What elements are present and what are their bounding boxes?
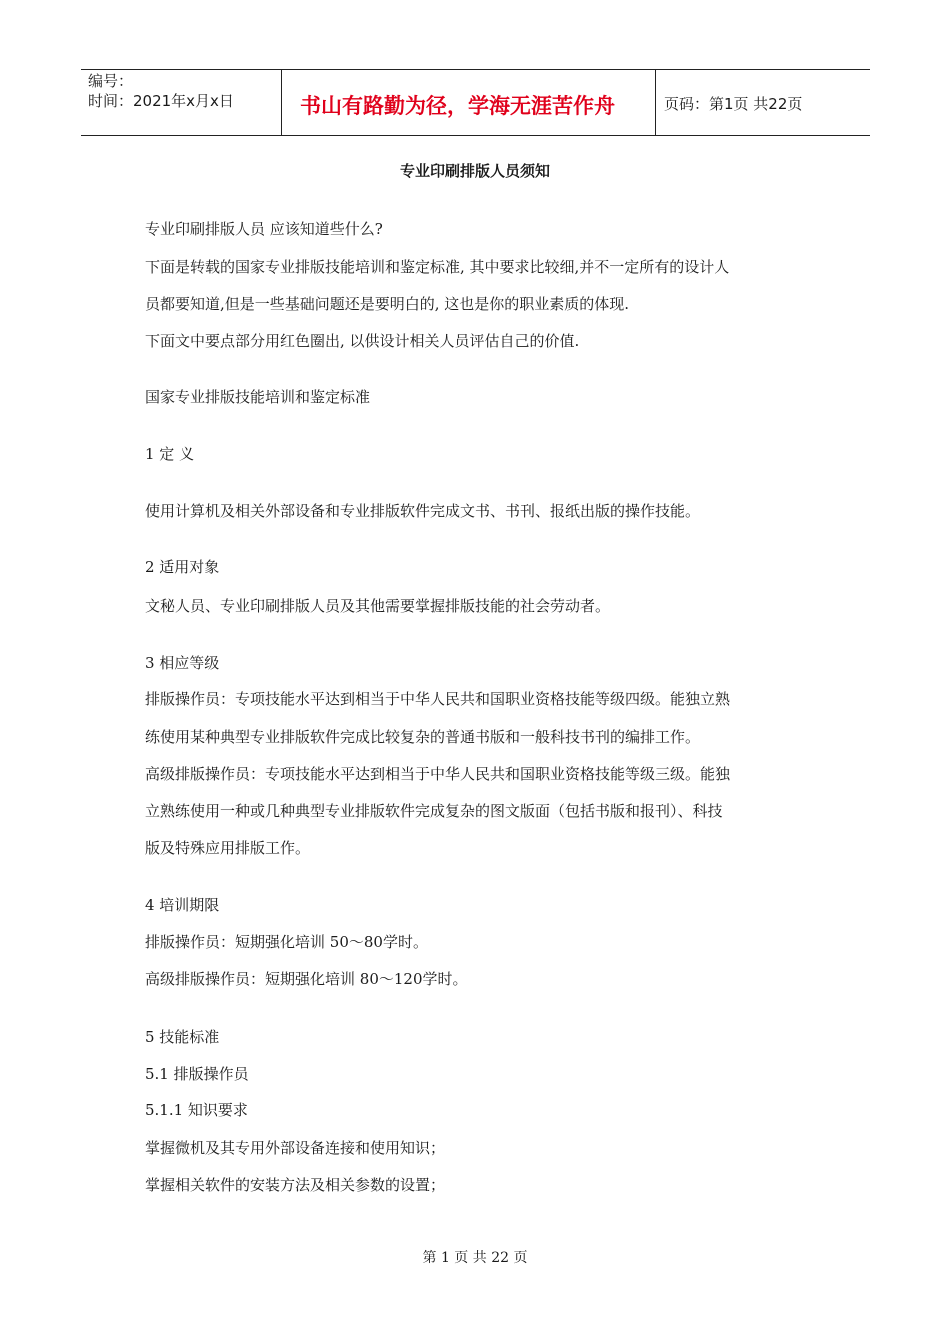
header-motto: 书山有路勤为径，学海无涯苦作舟 <box>300 94 615 118</box>
section-heading: 4 培训期限 <box>145 896 220 914</box>
body-line: 立熟练使用一种或几种典型专业排版软件完成复杂的图文版面（包括书版和报刊）、科技 <box>145 802 723 820</box>
section-heading: 国家专业排版技能培训和鉴定标准 <box>145 388 371 406</box>
body-line: 下面文中要点部分用红色圈出, 以供设计相关人员评估自己的价值. <box>145 332 580 350</box>
section-heading: 2 适用对象 <box>145 558 220 576</box>
body-line: 高级排版操作员：专项技能水平达到相当于中华人民共和国职业资格技能等级三级。能独 <box>145 765 731 783</box>
section-heading: 3 相应等级 <box>145 654 220 672</box>
subsection-heading: 5.1 排版操作员 <box>145 1065 249 1083</box>
doc-date-label: 时间：2021年x月x日 <box>88 92 234 110</box>
doc-number-label: 编号： <box>88 72 134 90</box>
body-line: 练使用某种典型专业排版软件完成比较复杂的普通书版和一般科技书刊的编排工作。 <box>145 728 701 746</box>
body-line: 使用计算机及相关外部设备和专业排版软件完成文书、书刊、报纸出版的操作技能。 <box>145 502 701 520</box>
body-line: 排版操作员：短期强化培训 50～80学时。 <box>145 933 428 951</box>
header-bottom-rule <box>81 135 870 136</box>
header-page-label: 页码：第1页 共22页 <box>664 95 803 113</box>
header-top-rule <box>81 69 870 70</box>
section-heading: 5 技能标准 <box>145 1028 220 1046</box>
body-line: 专业印刷排版人员 应该知道些什么? <box>145 220 383 238</box>
body-line: 掌握微机及其专用外部设备连接和使用知识； <box>145 1139 446 1157</box>
body-line: 掌握相关软件的安装方法及相关参数的设置； <box>145 1176 446 1194</box>
page-title: 专业印刷排版人员须知 <box>399 162 550 180</box>
section-heading: 1 定 义 <box>145 445 195 463</box>
body-line: 文秘人员、专业印刷排版人员及其他需要掌握排版技能的社会劳动者。 <box>145 597 611 615</box>
subsection-heading: 5.1.1 知识要求 <box>145 1101 248 1119</box>
body-line: 员都要知道,但是一些基础问题还是要明白的, 这也是你的职业素质的体现. <box>145 295 630 313</box>
page-footer: 第 1 页 共 22 页 <box>422 1250 528 1266</box>
body-line: 版及特殊应用排版工作。 <box>145 839 311 857</box>
body-line: 排版操作员：专项技能水平达到相当于中华人民共和国职业资格技能等级四级。能独立熟 <box>145 690 731 708</box>
body-line: 下面是转载的国家专业排版技能培训和鉴定标准, 其中要求比较细,并不一定所有的设计人 <box>145 258 730 276</box>
header-divider-right <box>655 69 656 135</box>
header-divider-left <box>281 69 282 135</box>
body-line: 高级排版操作员：短期强化培训 80～120学时。 <box>145 970 468 988</box>
